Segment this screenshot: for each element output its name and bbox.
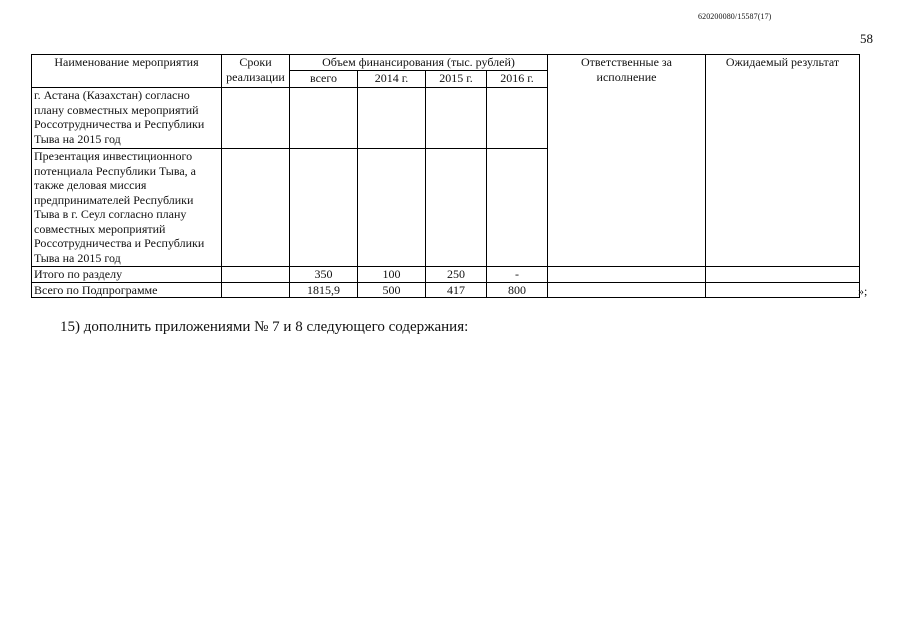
row-term — [222, 267, 290, 283]
header-term: Сроки реализации — [222, 55, 290, 88]
table-header-row — [32, 55, 860, 71]
row-responsible — [548, 88, 706, 267]
amendment-paragraph: 15) дополнить приложениями № 7 и 8 следующего содержания: — [60, 319, 469, 335]
header-2016: 2016 г. — [487, 71, 548, 88]
row-total — [290, 88, 358, 149]
subprogram-table — [31, 54, 860, 298]
row-total: 1815,9 — [290, 282, 358, 298]
header-result: Ожидаемый результат — [706, 55, 860, 88]
header-total: всего — [290, 71, 358, 88]
row-result — [706, 267, 860, 283]
row-2016 — [487, 88, 548, 149]
closing-quote-mark: »; — [858, 284, 868, 298]
document-id: 620200080/15587(17) — [698, 12, 772, 21]
row-name: Итого по разделу — [32, 267, 222, 283]
row-2014: 500 — [358, 282, 426, 298]
row-name: Презентация инвестиционного потенциала Республики Тыва, а также деловая миссия предпринимателей Республики Тыва в г. Сеул согласно плану совместных мероприятий Россотрудничества и Республики Тыва на 2015 год — [32, 149, 222, 267]
header-responsible: Ответственные за исполнение — [548, 55, 706, 88]
header-2015: 2015 г. — [426, 71, 487, 88]
row-2016 — [487, 149, 548, 267]
row-result — [706, 282, 860, 298]
header-2014: 2014 г. — [358, 71, 426, 88]
row-2014 — [358, 149, 426, 267]
row-2015 — [426, 149, 487, 267]
row-name: г. Астана (Казахстан) согласно плану совместных мероприятий Россотрудничества и Республики Тыва на 2015 год — [32, 88, 222, 149]
row-2014 — [358, 88, 426, 149]
row-result — [706, 88, 860, 267]
row-2015 — [426, 88, 487, 149]
row-term — [222, 149, 290, 267]
table-row-subprogram-total — [32, 282, 860, 298]
row-name: Всего по Подпрограмме — [32, 282, 222, 298]
row-responsible — [548, 282, 706, 298]
row-responsible — [548, 267, 706, 283]
table-row — [32, 88, 860, 149]
row-total: 350 — [290, 267, 358, 283]
table-row-section-total — [32, 267, 860, 283]
row-2015: 250 — [426, 267, 487, 283]
header-funding: Объем финансирования (тыс. рублей) — [290, 55, 548, 71]
page-number: 58 — [860, 31, 873, 46]
row-2014: 100 — [358, 267, 426, 283]
row-2016: - — [487, 267, 548, 283]
header-name: Наименование мероприятия — [32, 55, 222, 88]
row-term — [222, 88, 290, 149]
row-2015: 417 — [426, 282, 487, 298]
row-total — [290, 149, 358, 267]
row-term — [222, 282, 290, 298]
row-2016: 800 — [487, 282, 548, 298]
